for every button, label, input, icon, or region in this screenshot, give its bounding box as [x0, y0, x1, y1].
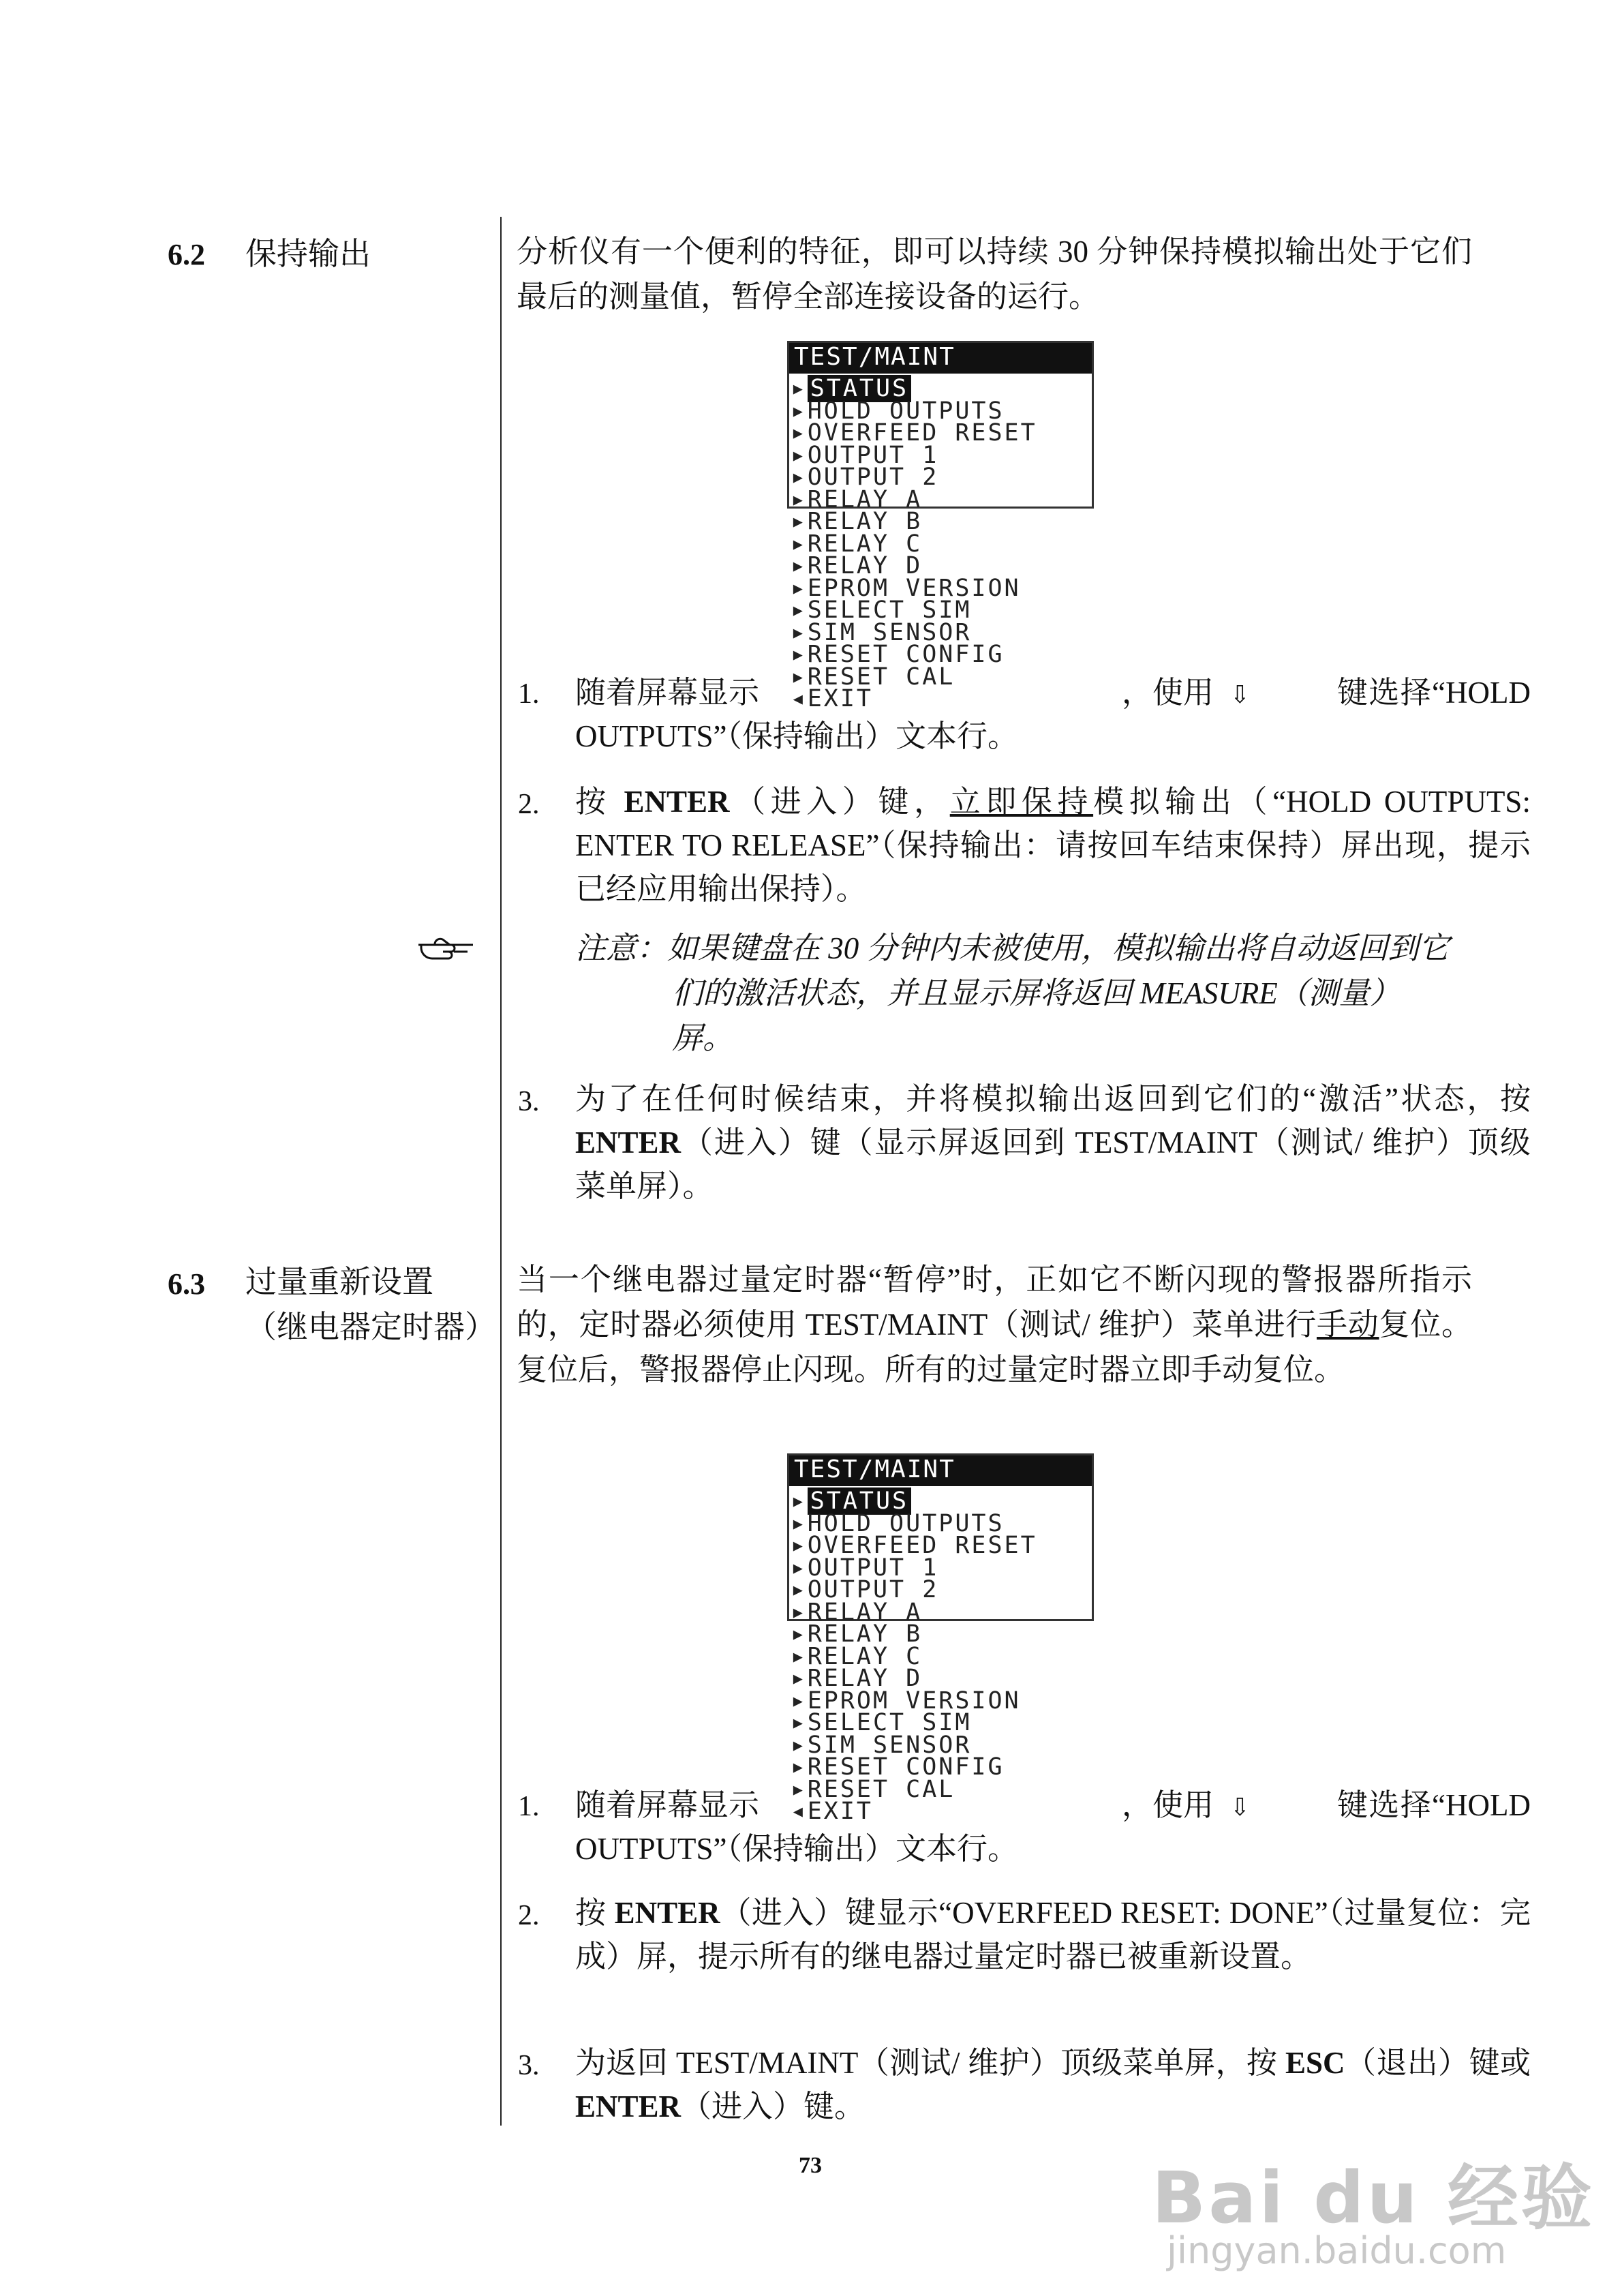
enter-key-label: ENTER	[614, 1896, 720, 1930]
menu-item: ▸RESET CONFIG	[791, 1753, 1005, 1781]
menu-item: ▸RESET CONFIG	[791, 640, 1005, 668]
play-arrow-icon: ▸	[791, 662, 808, 691]
play-arrow-icon: ▸	[791, 1708, 808, 1736]
play-arrow-icon: ▸	[791, 640, 808, 668]
play-arrow-icon: ▸	[791, 507, 808, 535]
menu-item: ▸OVERFEED RESET	[791, 1531, 1037, 1559]
note-text: 注意：如果键盘在 30 分钟内未被使用，模拟输出将自动返回到它们的激活状态，并且显示屏将返回 MEASURE（测量）屏。	[575, 931, 1450, 1055]
down-arrow-key-icon: ⇩	[1229, 1794, 1251, 1821]
play-arrow-icon: ▸	[791, 618, 808, 646]
step-3-text: 为了在任何时候结束，并将模拟输出返回到它们的“激活”状态，按 ENTER（进入）键（显示屏返回到 TEST/MAINT（测试/ 维护）顶级菜单屏）。	[575, 1082, 1531, 1203]
baidu-watermark-logo: Bai du 经验	[1152, 2156, 1595, 2239]
menu-item: ▸HOLD OUTPUTS	[791, 1509, 1005, 1537]
play-arrow-icon: ▸	[791, 396, 808, 425]
step-1-text: 键选择“HOLD OUTPUTS”（保持输出）文本行。	[575, 676, 1531, 753]
menu-item: ▸ STATUS	[791, 378, 1037, 400]
menu-item: ▸SIM SENSOR	[791, 618, 972, 646]
menu-item: ▸SIM SENSOR	[791, 1730, 972, 1759]
play-arrow-icon: ▸	[791, 1509, 808, 1537]
menu-header: TEST/MAINT	[787, 1453, 1094, 1486]
play-arrow-icon: ▸	[791, 552, 808, 579]
note-block	[575, 926, 1461, 1061]
play-arrow-icon: ▸	[791, 1686, 808, 1715]
menu-item: ▸OUTPUT 1	[791, 440, 939, 469]
pointing-hand-icon	[416, 930, 477, 964]
play-arrow-icon: ▸	[791, 1597, 808, 1626]
play-arrow-icon: ▸	[791, 419, 808, 447]
step-number: 1.	[518, 678, 540, 710]
section-title-6-3: 过量重新设置	[245, 1265, 433, 1299]
menu-item: ▸EPROM VERSION	[791, 1686, 1021, 1715]
section-title-6-2: 保持输出	[245, 237, 371, 271]
menu-item: ▸OUTPUT 2	[791, 463, 939, 491]
play-arrow-icon: ▸	[791, 1774, 808, 1803]
step-1-line-b: ，使用 ⇩	[1122, 676, 1251, 710]
play-arrow-icon: ▸	[791, 1575, 808, 1603]
play-arrow-icon: ▸	[791, 573, 808, 602]
menu-item: ▸RELAY C	[791, 1642, 923, 1670]
menu-item: ▸RELAY D	[791, 1664, 923, 1692]
menu-list	[791, 1487, 1037, 1825]
menu-item: ▸RELAY D	[791, 552, 923, 579]
section-6-3-intro: 当一个继电器过量定时器“暂停”时，正如它不断闪现的警报器所指示的，定时器必须使用 TEST/MAINT（测试/ 维护）菜单进行手动复位。复位后，警报器停止闪现。所有的过量定时器立即手动复位。	[517, 1263, 1472, 1387]
menu-list	[791, 374, 1037, 712]
play-arrow-icon: ▸	[791, 374, 808, 402]
step-number: 2.	[518, 1900, 540, 1931]
play-arrow-icon: ▸	[791, 440, 808, 469]
menu-item: ▸EPROM VERSION	[791, 573, 1021, 602]
step-2-text: 按 ENTER（进入）键显示“OVERFEED RESET: DONE”（过量复位：完成）屏，提示所有的继电器过量定时器已被重新设置。	[575, 1896, 1531, 1974]
enter-key-label: ENTER	[575, 2089, 682, 2124]
play-arrow-icon: ▸	[791, 1753, 808, 1781]
play-arrow-icon: ▸	[791, 596, 808, 624]
play-arrow-icon: ▸	[791, 1664, 808, 1692]
section-subtitle-6-3: （继电器定时器）	[245, 1310, 496, 1344]
step-1-text: 键选择“HOLD OUTPUTS”（保持输出）文本行。	[575, 1788, 1531, 1866]
page-number: 73	[799, 2153, 822, 2178]
play-arrow-icon: ▸	[791, 1730, 808, 1759]
step-number: 3.	[518, 1086, 540, 1117]
menu-item: ▸RESET CAL	[791, 662, 955, 691]
section-number-6-3: 6.3	[168, 1267, 205, 1301]
play-arrow-icon: ▸	[791, 1553, 808, 1582]
down-arrow-key-icon: ⇩	[1229, 681, 1251, 708]
menu-item: ▸OUTPUT 1	[791, 1553, 939, 1582]
back-arrow-icon: ◂	[791, 684, 808, 712]
step-number: 3.	[518, 2050, 540, 2081]
menu-item: ▸ STATUS	[791, 1490, 1037, 1513]
menu-item: ▸OUTPUT 2	[791, 1575, 939, 1603]
step-3-text: 为返回 TEST/MAINT（测试/ 维护）顶级菜单屏，按 ESC（退出）键或 ENTER（进入）键。	[575, 2046, 1531, 2124]
menu-item: ▸RELAY A	[791, 485, 923, 513]
menu-item-exit: ◂EXIT	[791, 684, 873, 712]
play-arrow-icon: ▸	[791, 1487, 808, 1515]
menu-item-exit: ◂EXIT	[791, 1797, 873, 1825]
menu-item: ▸OVERFEED RESET	[791, 419, 1037, 447]
column-divider	[500, 217, 502, 2126]
step-1-line-b: ，使用 ⇩	[1122, 1788, 1251, 1822]
play-arrow-icon: ▸	[791, 1642, 808, 1670]
enter-key-label: ENTER	[624, 785, 730, 819]
menu-item: ▸RESET CAL	[791, 1774, 955, 1803]
menu-header: TEST/MAINT	[787, 341, 1094, 374]
step-2-text: 按 ENTER（进入）键，立即保持模拟输出（“HOLD OUTPUTS: ENTER TO RELEASE”（保持输出：请按回车结束保持）屏出现，提示已经应用输出保持）。	[575, 785, 1531, 906]
baidu-watermark-url: jingyan.baidu.com	[1167, 2229, 1507, 2272]
menu-item: ▸SELECT SIM	[791, 1708, 972, 1736]
play-arrow-icon: ▸	[791, 1531, 808, 1559]
play-arrow-icon: ▸	[791, 463, 808, 491]
enter-key-label: ENTER	[575, 1126, 682, 1160]
back-arrow-icon: ◂	[791, 1797, 808, 1825]
play-arrow-icon: ▸	[791, 485, 808, 513]
step-number: 1.	[518, 1791, 540, 1822]
section-number-6-2: 6.2	[168, 238, 205, 271]
play-arrow-icon: ▸	[791, 529, 808, 558]
menu-item: ▸SELECT SIM	[791, 596, 972, 624]
play-arrow-icon: ▸	[791, 1620, 808, 1648]
step-number: 2.	[518, 789, 540, 820]
menu-item: ▸RELAY C	[791, 529, 923, 558]
step-1-line-a: 随着屏幕显示	[575, 676, 760, 710]
menu-item: ▸RELAY A	[791, 1597, 923, 1626]
esc-key-label: ESC	[1285, 2046, 1345, 2080]
section-6-2-intro: 分析仪有一个便利的特征，即可以持续 30 分钟保持模拟输出处于它们最后的测量值，暂停全部连接设备的运行。	[517, 235, 1472, 314]
step-1-line-a: 随着屏幕显示	[575, 1788, 760, 1822]
menu-item: ▸RELAY B	[791, 1620, 923, 1648]
menu-item: ▸HOLD OUTPUTS	[791, 396, 1005, 425]
menu-item: ▸RELAY B	[791, 507, 923, 535]
